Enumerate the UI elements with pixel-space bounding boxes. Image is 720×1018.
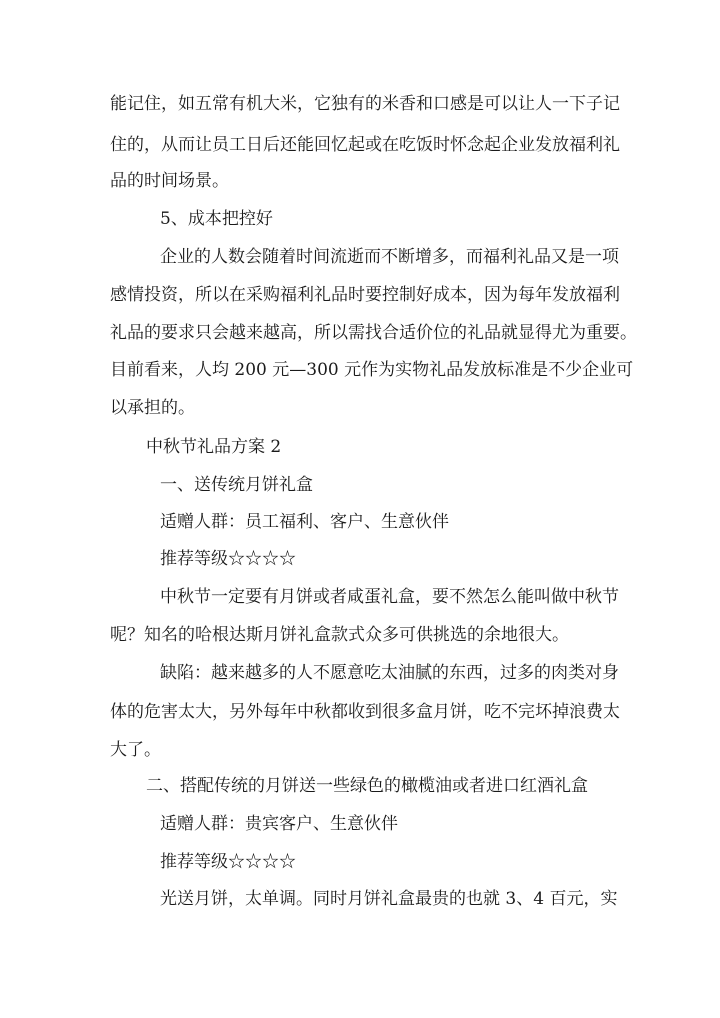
paragraph-line: 企业的人数会随着时间流逝而不断增多，而福利礼品又是一项: [160, 247, 619, 267]
paragraph-line: 适赠人群：贵宾客户、生意伙伴: [160, 814, 398, 834]
paragraph-line: 住的，从而让员工日后还能回忆起或在吃饭时怀念起企业发放福利礼: [110, 135, 620, 155]
paragraph-line: 光送月饼，太单调。同时月饼礼盒最贵的也就 3、4 百元，实: [160, 889, 618, 909]
paragraph-line: 适赠人群：员工福利、客户、生意伙伴: [160, 512, 449, 532]
paragraph-line: 大了。: [110, 740, 161, 760]
paragraph-line: 缺陷：越来越多的人不愿意吃太油腻的东西，过多的肉类对身: [160, 663, 619, 683]
section-title: 中秋节礼品方案 2: [146, 437, 282, 457]
section-heading: 二、搭配传统的月饼送一些绿色的橄榄油或者进口红酒礼盒: [146, 776, 588, 796]
paragraph-line: 体的危害太大，另外每年中秋都收到很多盒月饼，吃不完坏掉浪费太: [110, 702, 620, 722]
paragraph-line: 呢？知名的哈根达斯月饼礼盒款式众多可供挑选的余地很大。: [110, 625, 569, 645]
rating-line: 推荐等级☆☆☆☆: [160, 852, 296, 872]
paragraph-line: 感情投资，所以在采购福利礼品时要控制好成本，因为每年发放福利: [110, 285, 620, 305]
paragraph-line: 目前看来，人均 200 元—300 元作为实物礼品发放标准是不少企业可: [110, 360, 634, 380]
paragraph-line: 礼品的要求只会越来越高，所以需找合适价位的礼品就显得尤为重要。: [110, 323, 637, 343]
paragraph-line: 品的时间场景。: [110, 171, 229, 191]
paragraph-line: 以承担的。: [110, 398, 195, 418]
rating-line: 推荐等级☆☆☆☆: [160, 549, 296, 569]
paragraph-line: 中秋节一定要有月饼或者咸蛋礼盒，要不然怎么能叫做中秋节: [160, 587, 619, 607]
section-heading: 一、送传统月饼礼盒: [160, 475, 313, 495]
section-heading: 5、成本把控好: [160, 209, 273, 229]
paragraph-line: 能记住，如五常有机大米，它独有的米香和口感是可以让人一下子记: [110, 94, 620, 114]
